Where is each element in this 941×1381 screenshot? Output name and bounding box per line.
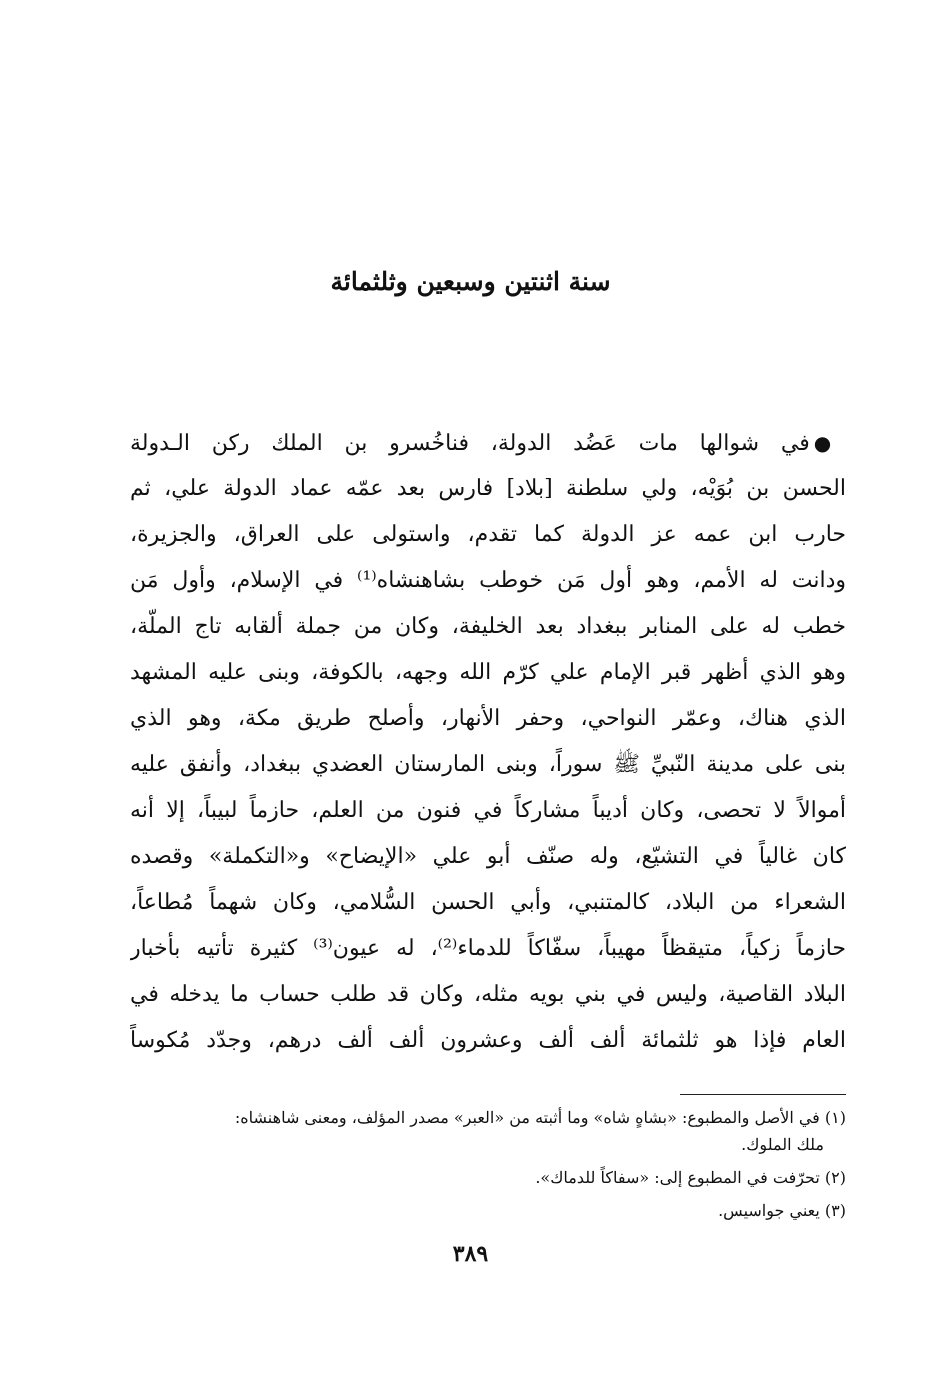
text-line: خطب له على المنابر ببغداد بعد الخليفة، وكان من جملة ألقابه تاج الملّة،	[130, 614, 846, 639]
bullet-icon: ●	[813, 431, 846, 455]
text-line: حازماً زكياً، متيقظاً مهيباً، سفّاكاً للدماء⁽²⁾، له عيون⁽³⁾ كثيرة تأتيه بأخبار	[130, 936, 846, 961]
text-line: ●في شوالها مات عَضُد الدولة، فناخُسرو بن الملك ركن الـدولة	[130, 431, 846, 456]
text-line: البلاد القاصية، وليس في بني بويه مثله، وكان قد طلب حساب ما يدخله في	[130, 982, 846, 1007]
text-line: كان غالياً في التشيّع، وله صنّف أبو علي «الإيضاح» و«التكملة» وقصده	[130, 844, 846, 869]
footnote-divider	[680, 1094, 846, 1095]
body-text	[130, 420, 846, 1064]
text-line: وهو الذي أظهر قبر الإمام علي كرّم الله وجهه، بالكوفة، وبنى عليه المشهد	[130, 660, 846, 685]
footnote-1-continuation: ملك الملوك.	[741, 1135, 824, 1154]
text-line: بنى على مدينة النّبيِّ ﷺ سوراً، وبنى المارستان العضدي ببغداد، وأنفق عليه	[130, 752, 846, 777]
text-line: الذي هناك، وعمّر النواحي، وحفر الأنهار، وأصلح طريق مكة، وهو الذي	[130, 706, 846, 731]
text-line: أموالاً لا تحصى، وكان أديباً مشاركاً في فنون من العلم، حازماً لبيباً، إلا أنه	[130, 798, 846, 823]
text-line: ودانت له الأمم، وهو أول مَن خوطب بشاهنشاه⁽¹⁾ في الإسلام، وأول مَن	[130, 568, 846, 593]
chapter-title: سنة اثنتين وسبعين وثلثمائة	[330, 267, 611, 296]
text-line: العام فإذا هو ثلثمائة ألف ألف وعشرون ألف ألف درهم، وجدّد مُكوساً	[130, 1028, 846, 1053]
footnote-2: (٢) تحرّفت في المطبوع إلى: «سفاكاً للدماك».	[535, 1168, 846, 1187]
footnote-3: (٣) يعني جواسيس.	[718, 1201, 846, 1220]
page-number: ٣٨٩	[452, 1241, 489, 1267]
footnote-1: (١) في الأصل والمطبوع: «بشاهٍ شاه» وما أثبته من «العبر» مصدر المؤلف، ومعنى شاهنشاه:	[234, 1108, 846, 1127]
text-line: الحسن بن بُوَيْه، ولي سلطنة [بلاد] فارس بعد عمّه عماد الدولة علي، ثم	[130, 476, 846, 501]
text-line: حارب ابن عمه عز الدولة كما تقدم، واستولى على العراق، والجزيرة،	[130, 522, 846, 547]
text-line: الشعراء من البلاد، كالمتنبي، وأبي الحسن السُّلامي، وكان شهماً مُطاعاً،	[130, 890, 846, 915]
footnotes	[130, 1104, 846, 1224]
